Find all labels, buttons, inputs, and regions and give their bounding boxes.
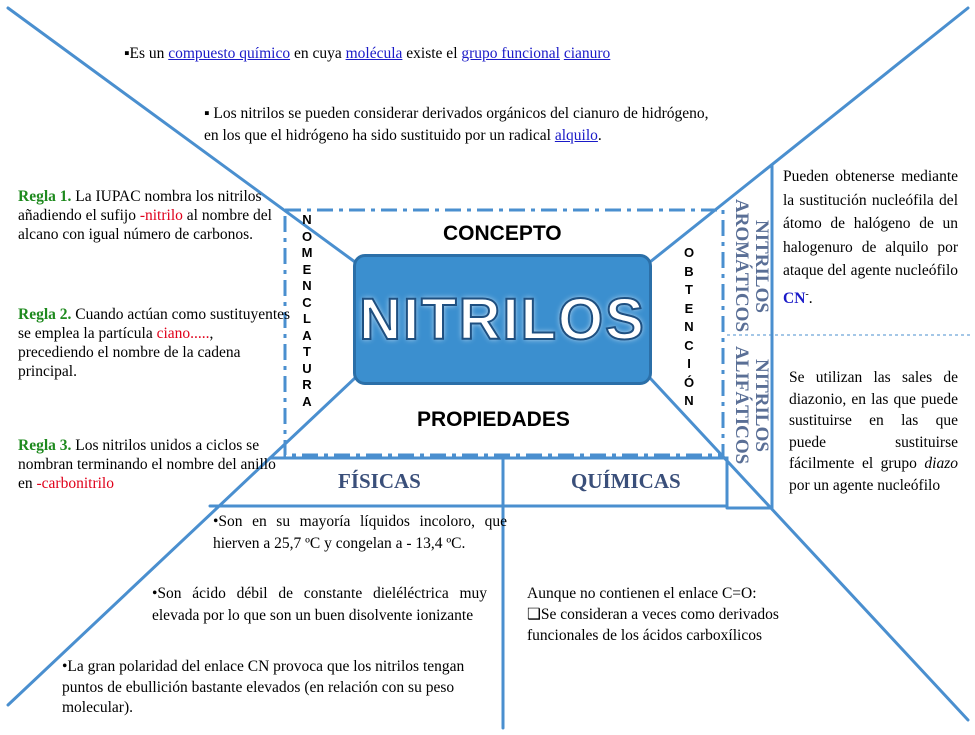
center-title-box — [353, 254, 652, 385]
heading-fisicas: FÍSICAS — [338, 469, 421, 493]
heading-concepto: CONCEPTO — [443, 222, 562, 245]
heading-propiedades: PROPIEDADES — [417, 408, 570, 431]
vertical-label-alifaticos: NITRILOS ALIFÁTICOS — [731, 345, 772, 465]
obtencion-aromaticos-text: Pueden obtenerse mediante la sustitución nucleófila del átomo de halógeno de un halogenuro de alquilo por ataque del agente nucleófilo CN-. — [783, 168, 958, 307]
center-title: NITRILOS — [359, 287, 646, 352]
quimicas-text: Aunque no contienen el enlace C=O: ❑Se consideran a veces como derivados funcionales de los ácidos carboxílicos — [527, 585, 779, 644]
concepto-line-1: ▪Es un compuesto químico en cuya molécula existe el grupo funcional cianuro — [124, 45, 611, 62]
regla-2-label: Regla 2. — [18, 306, 72, 323]
bullet-square: ▪ — [204, 105, 210, 122]
concepto-line-2: ▪ Los nitrilos se pueden considerar derivados orgánicos del cianuro de hidrógeno, en los que el hidrógeno ha sido sustituido por un radical alquilo. — [204, 105, 709, 144]
link-compuesto-quimico[interactable]: compuesto químico — [168, 45, 291, 62]
regla-3-label: Regla 3. — [18, 437, 72, 454]
link-molecula[interactable]: molécula — [345, 45, 403, 62]
regla-1-label: Regla 1. — [18, 188, 72, 205]
obtencion-alifaticos-text: Se utilizan las sales de diazonio, en las que puede sustituirse en las que puede sustituirse fácilmente el grupo diazo por un agente nucleófilo — [789, 369, 958, 494]
checkbox-bullet-icon: ❑ — [527, 606, 541, 623]
vertical-label-obtencion: O B T E N C I Ó N — [683, 245, 695, 408]
fisicas-item-2: •Son ácido débil de constante dieléléctrica muy elevada por lo que son un buen disolvente ionizante — [152, 585, 487, 624]
link-alquilo[interactable]: alquilo — [554, 127, 598, 144]
regla-1: Regla 1. La IUPAC nombra los nitrilos añadiendo el sufijo -nitrilo al nombre del alcano con igual número de carbonos. — [18, 188, 272, 243]
regla-2: Regla 2. Cuando actúan como sustituyentes se emplea la partícula ciano....., precediendo el nombre de la cadena principal. — [18, 306, 291, 380]
link-cianuro[interactable]: cianuro — [563, 45, 611, 62]
heading-quimicas: QUÍMICAS — [571, 469, 681, 493]
vertical-label-nomenclatura: N O M E N C L A T U R A — [301, 212, 313, 409]
fisicas-item-1: •Son en su mayoría líquidos incoloro, que hierven a 25,7 ºC y congelan a - 13,4 ºC. — [213, 513, 507, 552]
bullet-square: ▪ — [124, 45, 130, 62]
vertical-label-aromaticos: NITRILOS AROMÁTICOS — [731, 199, 772, 333]
regla-3: Regla 3. Los nitrilos unidos a ciclos se nombran terminando el nombre del anillo en -carbonitrilo — [18, 437, 276, 492]
link-grupo-funcional[interactable]: grupo funcional — [461, 45, 560, 62]
fisicas-item-3: •La gran polaridad del enlace CN provoca que los nitrilos tengan puntos de ebullición bastante elevados (en relación con su peso molecular). — [62, 658, 465, 716]
